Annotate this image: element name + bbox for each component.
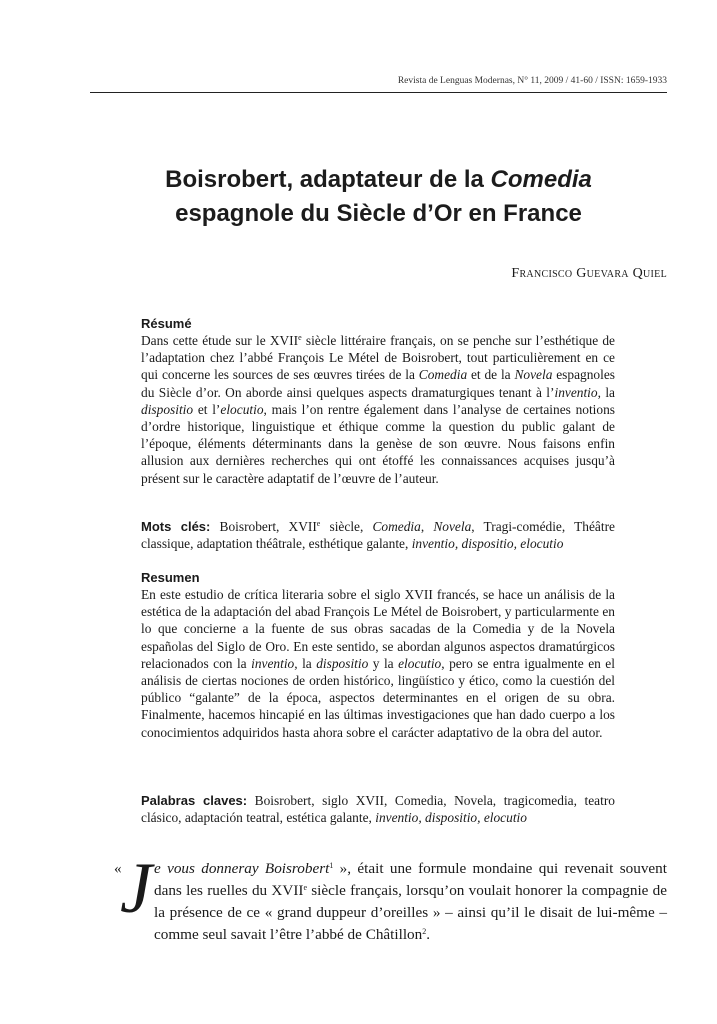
mots-cles-section bbox=[141, 518, 615, 552]
resumen-heading: Resumen bbox=[141, 570, 200, 585]
palabras-claves-label: Palabras claves: bbox=[141, 793, 248, 808]
title-italic-word: Comedia bbox=[490, 166, 592, 193]
body-text-content: e vous donneray Boisrobert$^1$ », était une formule mondaine qui revenait souvent dans les ruelles du XVIIe siècle français, lorsqu’on voulait honorer la compagnie de la présence de ce « grand duppeur d’oreilles » – ainsi qu’il le disait de lui-même – comme seul savait l’être l’abbé de Châtillon$^2$. bbox=[154, 860, 667, 943]
article-title bbox=[90, 163, 667, 231]
palabras-claves-text: Palabras claves: Boisrobert, siglo XVII, Comedia, Novela, tragicomedia, teatro clásico, adaptación teatral, estética galante, inventio, dispositio, elocutio bbox=[141, 793, 615, 826]
palabras-claves-section bbox=[141, 792, 615, 826]
resume-section bbox=[141, 316, 615, 487]
mots-cles-text: Mots clés: Boisrobert, XVIIe siècle, Comedia, Novela, Tragi-comédie, Théâtre classique, adaptation théâtrale, esthétique galante, inventio, dispositio, elocutio bbox=[141, 519, 616, 552]
title-line2: espagnole du Siècle d’Or en France bbox=[175, 200, 582, 227]
mots-cles-label: Mots clés: bbox=[141, 519, 211, 534]
journal-header: Revista de Lenguas Modernas, N° 11, 2009 / 41-60 / ISSN: 1659-1933 bbox=[397, 76, 667, 86]
footnote-ref-2: 2 bbox=[422, 927, 427, 936]
body-paragraph bbox=[90, 848, 667, 946]
resumen-text: En este estudio de crítica literaria sobre el siglo XVII francés, se hace un análisis de la estética de la adaptación del abad François Le Métel de Boisrobert, y particularmente en lo que concierne a la fuente de sus obras sacadas de la Comedia y de la Novela españolas del Siglo de Oro. En este sentido, se abordan algunos aspectos dramatúrgicos relacionados con la inventio, la dispositio y la elocutio, pero se entra igualmente en el análisis de ciertas nociones de orden histórico, lingüístico y ético, como la cuestión del público “galante” de la época, aspectos determinantes en el origen de su obra. Finalmente, hacemos hincapié en las últimas investigaciones que han dado cuerpo a los conocimientos adquiridos hasta ahora sobre el carácter adaptativo de la obra del autor. bbox=[141, 587, 615, 740]
opening-quote: « bbox=[114, 860, 122, 877]
footnote-ref-1: 1 bbox=[329, 861, 334, 870]
resume-heading: Résumé bbox=[141, 316, 192, 331]
resumen-section bbox=[141, 570, 615, 741]
title-line1: Boisrobert, adaptateur de la bbox=[165, 166, 491, 193]
header-rule bbox=[90, 92, 667, 93]
drop-cap: J bbox=[120, 848, 152, 928]
author-name: Francisco Guevara Quiel bbox=[511, 266, 667, 281]
resume-text: Dans cette étude sur le XVIIe siècle littéraire français, on se penche sur l’esthétique de l’adaptation chez l’abbé François Le Métel de Boisrobert, tout particulièrement en ce qui concerne les sources de ses œuvres tirées de la Comedia et de la Novela espagnoles du Siècle d’or. On aborde ainsi quelques aspects dramaturgiques tenant à l’inventio, la dispositio et l’elocutio, mais l’on rentre également dans l’analyse de certaines notions d’ordre historique, linguistique et éthique comme la question du public galant de l’époque, éléments déterminants dans la genèse de son œuvre. Nous faisons enfin allusion aux dernières recherches qui ont étoffé les connaissances acquises jusqu’à présent sur le caractère adaptatif de l’œuvre de l’auteur. bbox=[141, 333, 616, 486]
